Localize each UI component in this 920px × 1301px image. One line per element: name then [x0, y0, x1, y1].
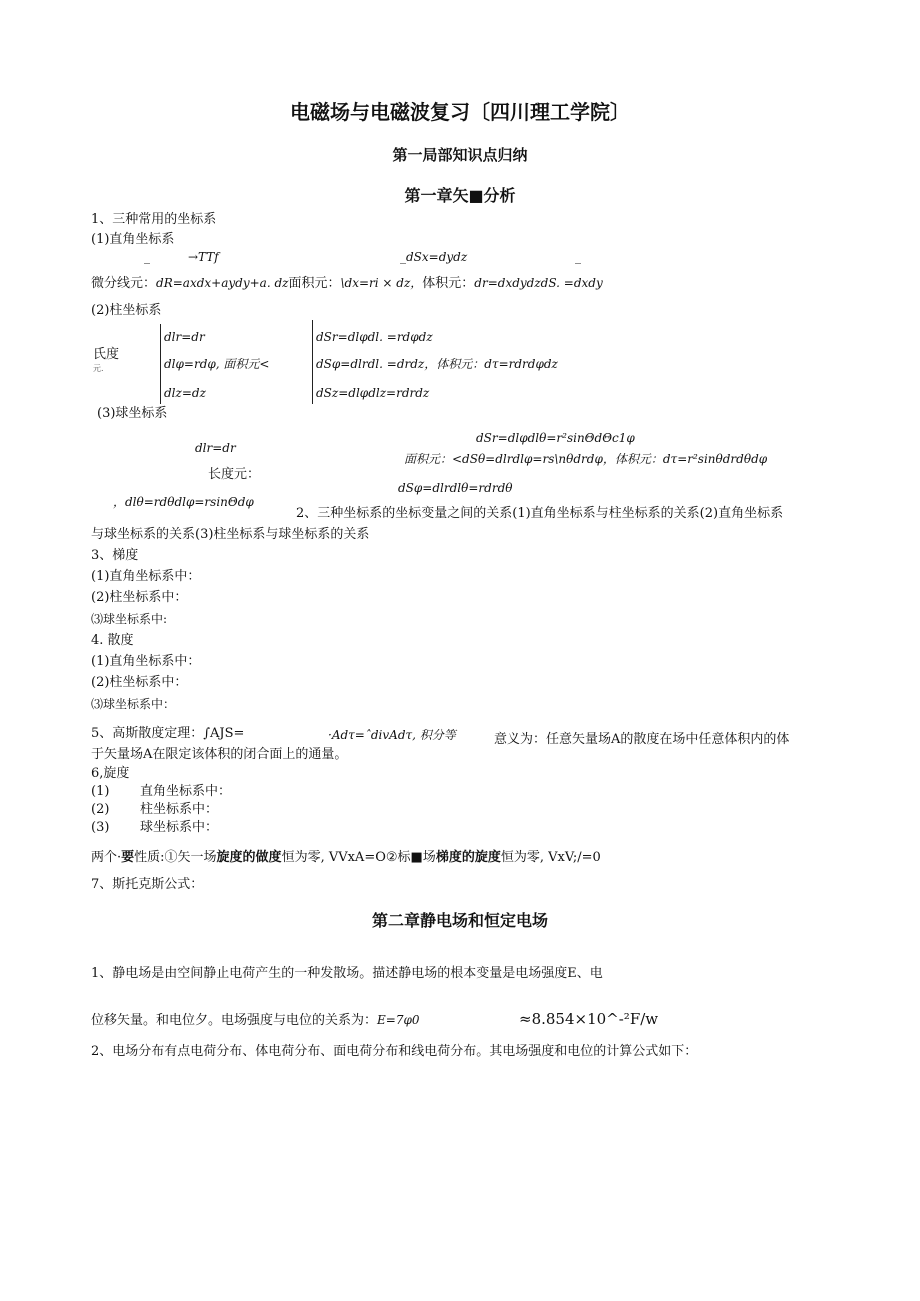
cyl-len-label: 氏度	[93, 347, 120, 362]
cyl-dlr: dlr=dr	[164, 330, 205, 344]
curl-cart-label: 直角坐标系中：	[140, 784, 232, 799]
item-6: 6,旋度	[91, 766, 130, 781]
chapter1-heading: 第一章矢■分析	[404, 186, 516, 205]
grad-cart: (1)直角坐标系中：	[91, 569, 201, 584]
cyl-dsz: dSz=dlφdlz=rdrdz	[316, 386, 430, 400]
cyl-brace-right	[312, 320, 313, 404]
div-cyl: (2)柱坐标系中：	[91, 675, 188, 690]
cyl-dsr: dSr=dlφdl. =rdφdz	[316, 330, 433, 344]
two-properties: 两个·要性质:①矢一场旋度的做度恒为零, VVxA=O②标■场梯度的旋度恒为零, VxV;/=0	[91, 850, 601, 865]
item-3: 3、梯度	[91, 548, 139, 563]
grad-sph: ⑶球坐标系中:	[91, 612, 168, 626]
cyl-len-label2: 元.	[93, 364, 104, 373]
item-5: 5、高斯散度定理：∫AJS=	[91, 726, 245, 741]
div-sph: ⑶球坐标系中：	[91, 697, 176, 711]
item-5-meaning: 意义为：任意矢量场A的散度在场中任意体积内的体	[494, 732, 790, 747]
cyl-brace-left	[160, 324, 161, 404]
item-5-formula: ·Adτ=ˆdivAdτ, 积分等	[328, 728, 456, 742]
chapter2-heading: 第二章静电场和恒定电场	[371, 911, 548, 930]
curl-cart: (1)	[91, 784, 110, 799]
page-title: 电磁场与电磁波复习〔四川理工学院〕	[290, 100, 630, 124]
item-1: 1、三种常用的坐标系	[91, 212, 217, 227]
item-2-line1: 2、三种坐标系的坐标变量之间的关系(1)直角坐标系与柱坐标系的关系(2)直角坐标系	[296, 506, 784, 521]
sph-len-label: 长度元：	[208, 467, 261, 482]
grad-cyl: (2)柱坐标系中：	[91, 590, 188, 605]
cart-dash-left: _	[144, 250, 150, 264]
ch2-para2: 2、电场分布有点电荷分布、体电荷分布、面电荷分布和线电荷分布。其电场强度和电位的计算公式如下：	[91, 1044, 698, 1059]
sph-label: (3)球坐标系	[97, 406, 168, 421]
curl-sph-label: 球坐标系中：	[140, 820, 219, 835]
cyl-dlz: dlz=dz	[164, 386, 206, 400]
item-7: 7、斯托克斯公式：	[91, 877, 204, 892]
curl-sph: (3)	[91, 820, 110, 835]
part-heading: 第一局部知识点归纳	[392, 146, 528, 164]
cart-arrow: →TTf	[188, 250, 219, 264]
epsilon-value: ≈8.854×10^-²F/w	[519, 1010, 659, 1028]
item-4: 4. 散度	[91, 633, 134, 648]
sph-dsr: dSr=dlφdlθ=r²sinΘdΘc1φ	[476, 431, 635, 445]
curl-cyl: (2)	[91, 802, 110, 817]
cyl-dlphi: dlφ=rdφ, 面积元<	[164, 357, 270, 371]
sph-dsphi: dSφ=dlrdlθ=rdrdθ	[398, 481, 513, 495]
sph-dlr: dlr=dr	[195, 441, 236, 455]
cart-dsx: _dSx=dydz	[400, 250, 468, 264]
sph-dltheta: ，dlθ=rdθdlφ=rsinΘdφ	[113, 495, 254, 509]
cart-dash-right: _	[575, 250, 581, 264]
div-cart: (1)直角坐标系中：	[91, 654, 201, 669]
cart-line-element: 微分线元：dR=axdx+aydy+a. dz面积元：\dx=ri × dz，体积元：dr=dxdydzdS. =dxdy	[91, 276, 603, 291]
ch2-para1-line2: 位移矢量。和电位夕。电场强度与电位的关系为：E=7φ0	[91, 1013, 420, 1028]
cyl-dsphi: dSφ=dlrdl. =drdz，体积元：dτ=rdrdφdz	[316, 357, 558, 371]
item-2-line2: 与球坐标系的关系(3)柱坐标系与球坐标系的关系	[91, 527, 370, 542]
cyl-label: (2)柱坐标系	[91, 303, 162, 318]
curl-cyl-label: 柱坐标系中：	[140, 802, 219, 817]
item-5-line2: 于矢量场A在限定该体积的闭合面上的通量。	[91, 747, 348, 762]
ch2-para1-line1: 1、静电场是由空间静止电荷产生的一种发散场。描述静电场的根本变量是电场强度E、电	[91, 966, 603, 981]
sph-dstheta: 面积元：<dSθ=dlrdlφ=rs\nθdrdφ，体积元：dτ=r²sinθdrdθdφ	[404, 452, 768, 466]
cart-label: (1)直角坐标系	[91, 232, 175, 247]
